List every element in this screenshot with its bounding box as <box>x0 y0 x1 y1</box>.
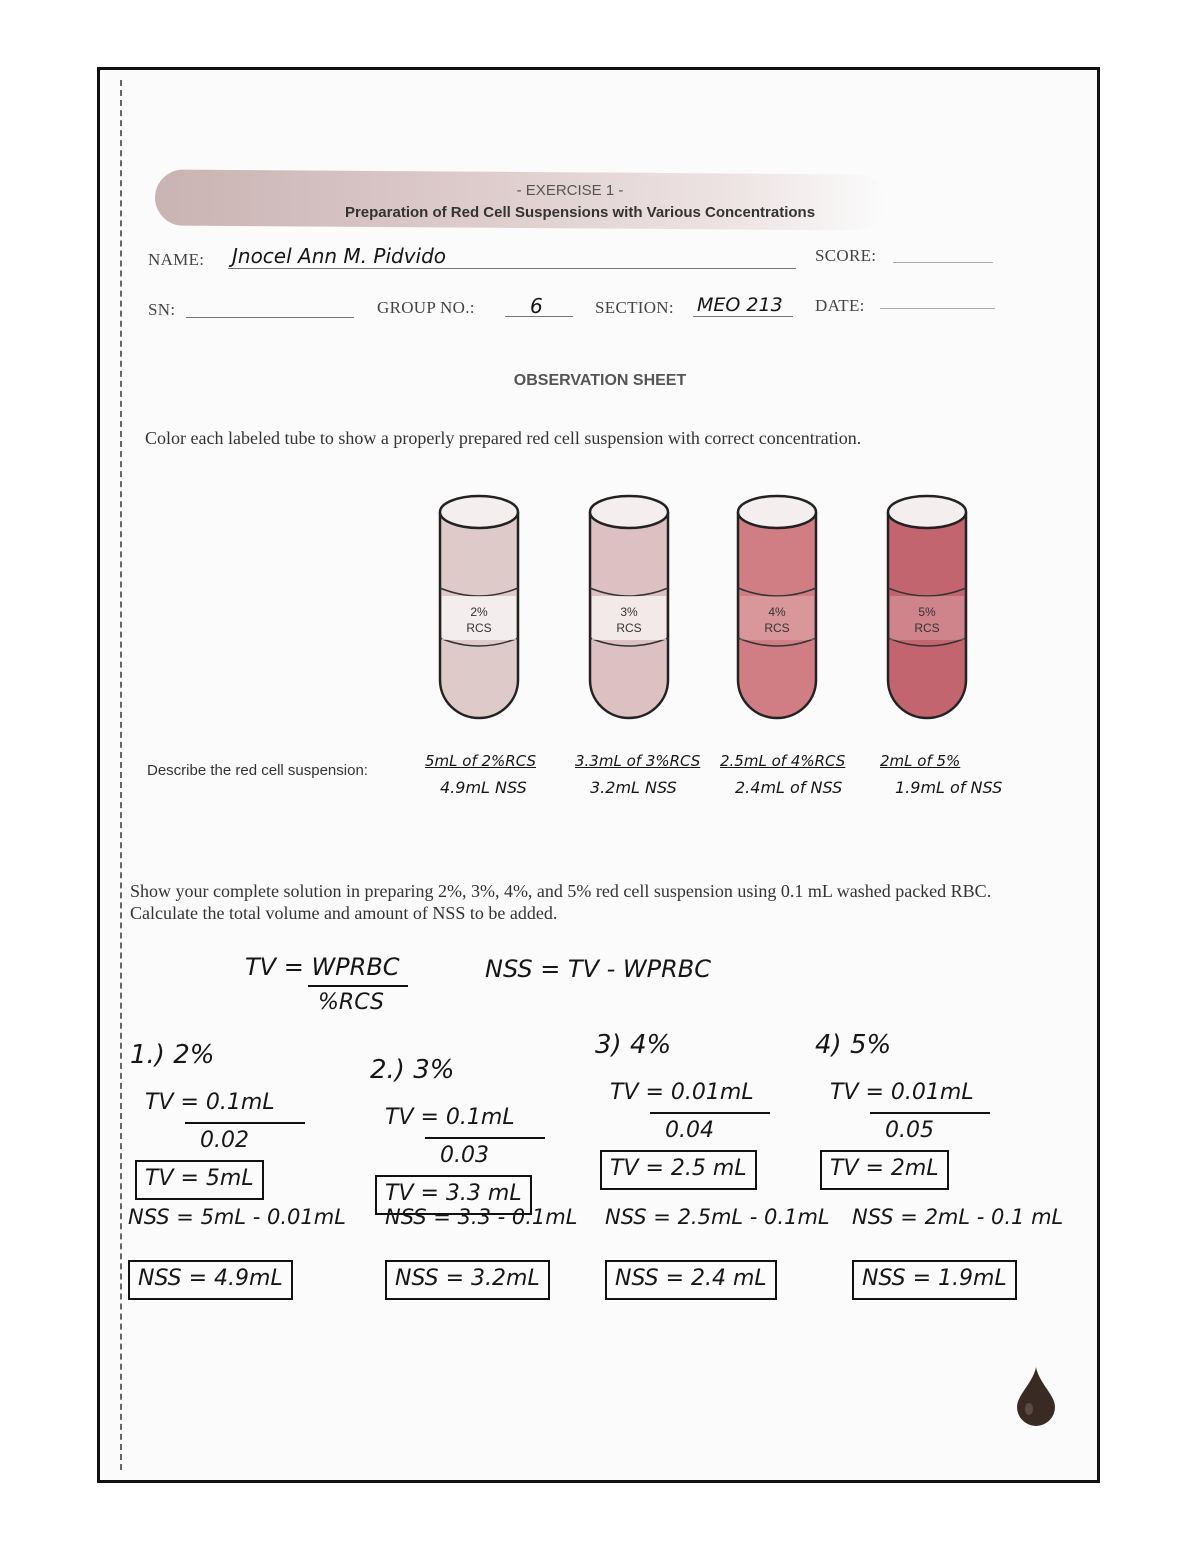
section-line <box>693 316 793 317</box>
sn-line[interactable] <box>186 317 354 318</box>
section-label: SECTION: <box>595 298 674 317</box>
description-line1: 2mL of 5% <box>880 752 961 770</box>
tv-result-box <box>600 1150 757 1190</box>
tv-numerator: TV = 0.1mL <box>145 1090 275 1115</box>
tube-mouth <box>738 496 816 528</box>
tube-mouth <box>888 496 966 528</box>
section-value[interactable]: MEO 213 <box>697 294 783 316</box>
tv-result: TV = 5mL <box>145 1166 254 1191</box>
nss-calculation: NSS = 3.3 - 0.1mL <box>385 1205 578 1229</box>
description-line2: 1.9mL of NSS <box>895 778 1003 797</box>
nss-calculation: NSS = 5mL - 0.01mL <box>128 1205 346 1229</box>
tv-denominator: 0.03 <box>440 1143 489 1168</box>
cut-line <box>120 80 122 1470</box>
tv-formula-denominator: %RCS <box>318 990 384 1015</box>
tube-rcs-label: RCS <box>914 621 940 635</box>
nss-result: NSS = 4.9mL <box>138 1266 283 1291</box>
nss-result: NSS = 3.2mL <box>395 1266 540 1291</box>
solution-heading: 1.) 2% <box>130 1040 215 1070</box>
tube-percent-label: 4% <box>768 605 786 619</box>
tv-denominator: 0.04 <box>665 1118 714 1143</box>
describe-label: Describe the red cell suspension: <box>147 762 368 779</box>
tube-percent-label: 2% <box>470 605 488 619</box>
nss-result-box <box>605 1260 777 1300</box>
exercise-title: Preparation of Red Cell Suspensions with Various Concentrations <box>344 204 816 221</box>
name-label: NAME: <box>148 250 205 269</box>
tv-numerator: TV = 0.01mL <box>830 1080 974 1105</box>
tube-rcs-label: RCS <box>466 621 492 635</box>
description-line2: 2.4mL of NSS <box>735 778 843 797</box>
tv-formula-fraction-bar <box>308 985 408 987</box>
color-instruction: Color each labeled tube to show a properly prepared red cell suspension with correct concentration. <box>145 428 862 448</box>
tv-denominator: 0.05 <box>885 1118 934 1143</box>
tube-percent-label: 5% <box>918 605 936 619</box>
nss-calculation: NSS = 2.5mL - 0.1mL <box>605 1205 830 1229</box>
solution-heading: 3) 4% <box>595 1030 672 1060</box>
fraction-bar <box>185 1122 305 1124</box>
header-banner <box>155 169 885 230</box>
blood-drop-icon <box>1015 1365 1057 1427</box>
tv-result-box <box>135 1160 264 1200</box>
test-tube <box>738 496 816 718</box>
tv-result-box <box>820 1150 949 1190</box>
nss-formula: NSS = TV - WPRBC <box>485 955 712 983</box>
group-label: GROUP NO.: <box>377 298 475 317</box>
nss-result-box <box>128 1260 293 1300</box>
tv-numerator: TV = 0.01mL <box>610 1080 754 1105</box>
test-tube <box>440 496 518 718</box>
group-value[interactable]: 6 <box>530 294 543 318</box>
tube-mouth <box>440 496 518 528</box>
tube-rcs-label: RCS <box>764 621 790 635</box>
nss-calculation: NSS = 2mL - 0.1 mL <box>852 1205 1064 1229</box>
fraction-bar <box>870 1112 990 1114</box>
name-value[interactable]: Jnocel Ann M. Pidvido <box>232 244 447 268</box>
fraction-bar <box>425 1137 545 1139</box>
date-line[interactable] <box>880 308 995 309</box>
tv-result: TV = 2mL <box>830 1156 939 1181</box>
fraction-bar <box>650 1112 770 1114</box>
nss-result-box <box>385 1260 550 1300</box>
test-tube <box>888 496 966 718</box>
sn-label: SN: <box>148 300 176 319</box>
description-line2: 3.2mL NSS <box>590 778 677 797</box>
tv-formula: TV = WPRBC <box>245 953 400 981</box>
name-line <box>228 268 796 269</box>
solution-heading: 4) 5% <box>815 1030 892 1060</box>
tv-numerator: TV = 0.1mL <box>385 1105 515 1130</box>
description-line1: 5mL of 2%RCS <box>425 752 536 770</box>
description-line2: 4.9mL NSS <box>440 778 527 797</box>
score-label: SCORE: <box>815 246 877 265</box>
nss-result: NSS = 1.9mL <box>862 1266 1007 1291</box>
test-tubes <box>420 490 980 740</box>
nss-result: NSS = 2.4 mL <box>615 1266 767 1291</box>
solution-heading: 2.) 3% <box>370 1055 455 1085</box>
solution-instruction: Show your complete solution in preparing 2%, 3%, 4%, and 5% red cell suspension using 0.1 mL washed packed RBC. Calculate the total volume and amount of NSS to be added. <box>130 881 992 923</box>
tv-denominator: 0.02 <box>200 1128 249 1153</box>
description-line1: 2.5mL of 4%RCS <box>720 752 846 770</box>
tube-rcs-label: RCS <box>616 621 642 635</box>
tube-mouth <box>590 496 668 528</box>
date-label: DATE: <box>815 296 865 315</box>
observation-sheet-title: OBSERVATION SHEET <box>513 372 687 389</box>
score-line[interactable] <box>893 262 993 263</box>
tube-percent-label: 3% <box>620 605 638 619</box>
nss-result-box <box>852 1260 1017 1300</box>
exercise-number: - EXERCISE 1 - <box>516 182 624 199</box>
tv-result: TV = 2.5 mL <box>610 1156 747 1181</box>
tv-result: TV = 3.3 mL <box>385 1181 522 1206</box>
test-tube <box>590 496 668 718</box>
description-line1: 3.3mL of 3%RCS <box>575 752 701 770</box>
